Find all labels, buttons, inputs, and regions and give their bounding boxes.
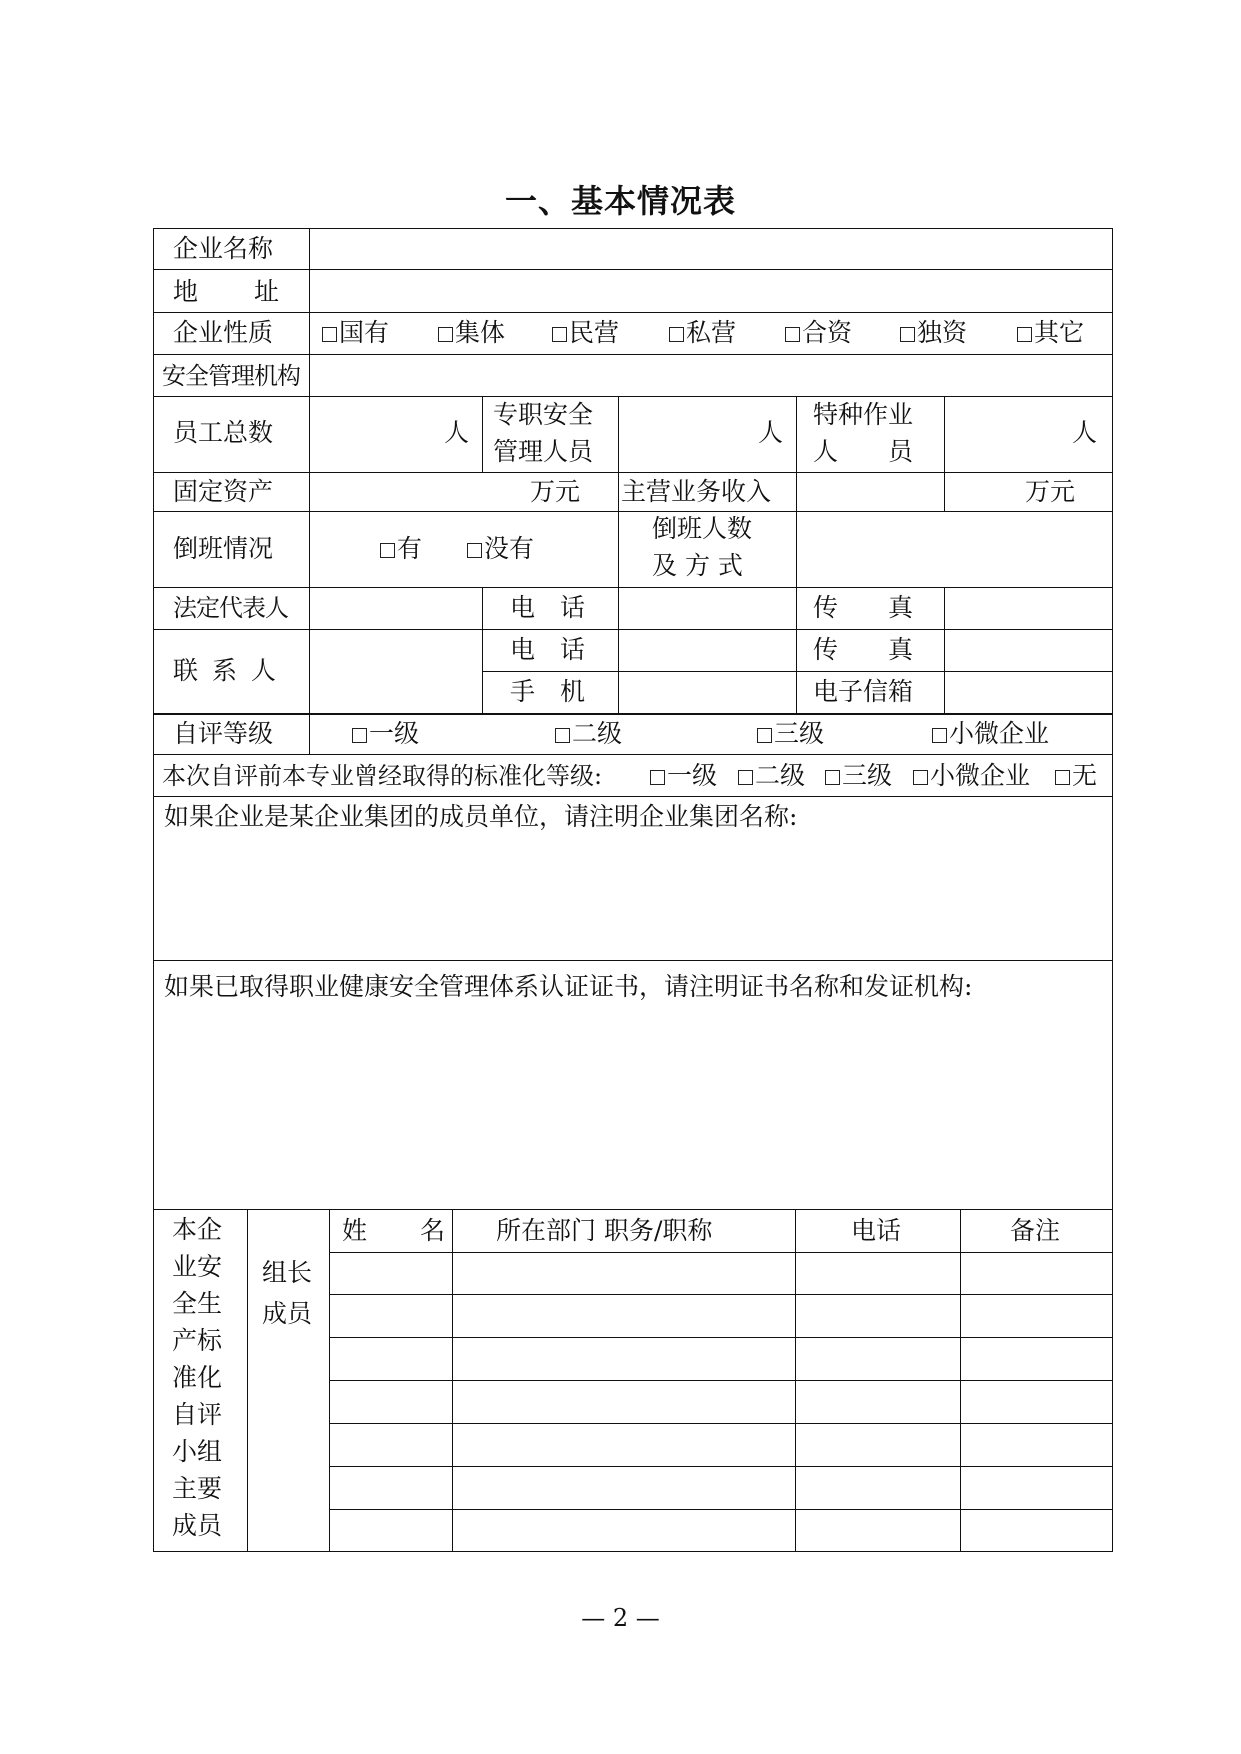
nature-option-5[interactable]: 合资 (785, 318, 852, 348)
checkbox-icon (738, 770, 753, 785)
checkbox-icon (825, 770, 840, 785)
contact-email-label: 电子信箱 (813, 677, 914, 706)
prev-grade-option-3[interactable]: 三级 (825, 761, 892, 791)
contact-label: 联 系 人 (173, 656, 279, 685)
checkbox-icon (352, 728, 367, 743)
contact-mobile-label: 手 机 (510, 677, 586, 706)
nature-option-7[interactable]: 其它 (1017, 318, 1084, 348)
shift-count-label-1: 倒班人数 (652, 514, 753, 543)
checkbox-icon (785, 327, 800, 342)
prev-grade-option-4[interactable]: 小微企业 (913, 761, 1030, 791)
team-header-name: 姓 名 (342, 1216, 447, 1245)
legal-rep-label: 法定代表人 (173, 594, 288, 622)
checkbox-icon (913, 770, 928, 785)
shift-label: 倒班情况 (173, 534, 274, 563)
special-ops-label-1: 特种作业 (813, 400, 914, 429)
checkbox-icon (757, 728, 772, 743)
address-label: 地 址 (173, 277, 282, 306)
total-staff-unit: 人 (444, 418, 470, 447)
group-note-label: 如果企业是某企业集团的成员单位，请注明企业集团名称: (164, 802, 798, 831)
self-grade-label: 自评等级 (173, 719, 274, 748)
nature-option-3[interactable]: 民营 (552, 318, 619, 348)
grade-option-2[interactable]: 二级 (555, 719, 622, 749)
special-ops-label-2: 人 员 (813, 437, 914, 466)
page-title: 一、基本情况表 (504, 182, 736, 220)
legal-rep-phone-label: 电 话 (510, 593, 586, 622)
checkbox-icon (552, 327, 567, 342)
page-number: — 2 — (581, 1604, 660, 1632)
grade-option-4[interactable]: 小微企业 (932, 719, 1049, 749)
grade-option-1[interactable]: 一级 (352, 719, 419, 749)
special-ops-unit: 人 (1072, 418, 1098, 447)
prev-grade-option-1[interactable]: 一级 (650, 761, 717, 791)
shift-option-yes[interactable]: 有 (380, 534, 422, 564)
main-revenue-unit: 万元 (1025, 477, 1076, 506)
prev-grade-option-5[interactable]: 无 (1055, 761, 1097, 791)
company-name-label: 企业名称 (173, 234, 274, 263)
fulltime-safety-label-2: 管理人员 (493, 437, 594, 466)
checkbox-icon (467, 543, 482, 558)
checkbox-icon (1017, 327, 1032, 342)
nature-option-6[interactable]: 独资 (900, 318, 967, 348)
company-nature-label: 企业性质 (173, 318, 274, 347)
nature-option-1[interactable]: 国有 (322, 318, 389, 348)
main-revenue-label: 主营业务收入 (621, 477, 772, 506)
checkbox-icon (438, 327, 453, 342)
checkbox-icon (1055, 770, 1070, 785)
checkbox-icon (555, 728, 570, 743)
shift-option-no[interactable]: 没有 (467, 534, 534, 564)
checkbox-icon (380, 543, 395, 558)
safety-org-label: 安全管理机构 (162, 362, 300, 390)
contact-fax-label: 传 真 (813, 635, 914, 664)
fulltime-safety-unit: 人 (758, 418, 784, 447)
fulltime-safety-label-1: 专职安全 (493, 400, 594, 429)
team-header-phone: 电话 (851, 1216, 902, 1245)
team-member-label: 成员 (262, 1299, 313, 1328)
total-staff-label: 员工总数 (173, 418, 274, 447)
shift-count-label-2: 及 方 式 (652, 551, 743, 580)
prev-grade-option-2[interactable]: 二级 (738, 761, 805, 791)
nature-option-2[interactable]: 集体 (438, 318, 505, 348)
grade-option-3[interactable]: 三级 (757, 719, 824, 749)
team-header-dept: 所在部门 职务/职称 (496, 1216, 713, 1245)
checkbox-icon (669, 327, 684, 342)
nature-option-4[interactable]: 私营 (669, 318, 736, 348)
legal-rep-fax-label: 传 真 (813, 593, 914, 622)
fixed-assets-unit: 万元 (530, 477, 581, 506)
contact-phone-label: 电 话 (510, 635, 586, 664)
checkbox-icon (900, 327, 915, 342)
checkbox-icon (932, 728, 947, 743)
checkbox-icon (650, 770, 665, 785)
team-header-remarks: 备注 (1010, 1216, 1061, 1245)
checkbox-icon (322, 327, 337, 342)
fixed-assets-label: 固定资产 (173, 477, 274, 506)
team-leader-label: 组长 (262, 1258, 313, 1287)
prev-grade-label: 本次自评前本专业曾经取得的标准化等级: (162, 762, 603, 790)
cert-note-label: 如果已取得职业健康安全管理体系认证证书，请注明证书名称和发证机构: (164, 972, 973, 1001)
